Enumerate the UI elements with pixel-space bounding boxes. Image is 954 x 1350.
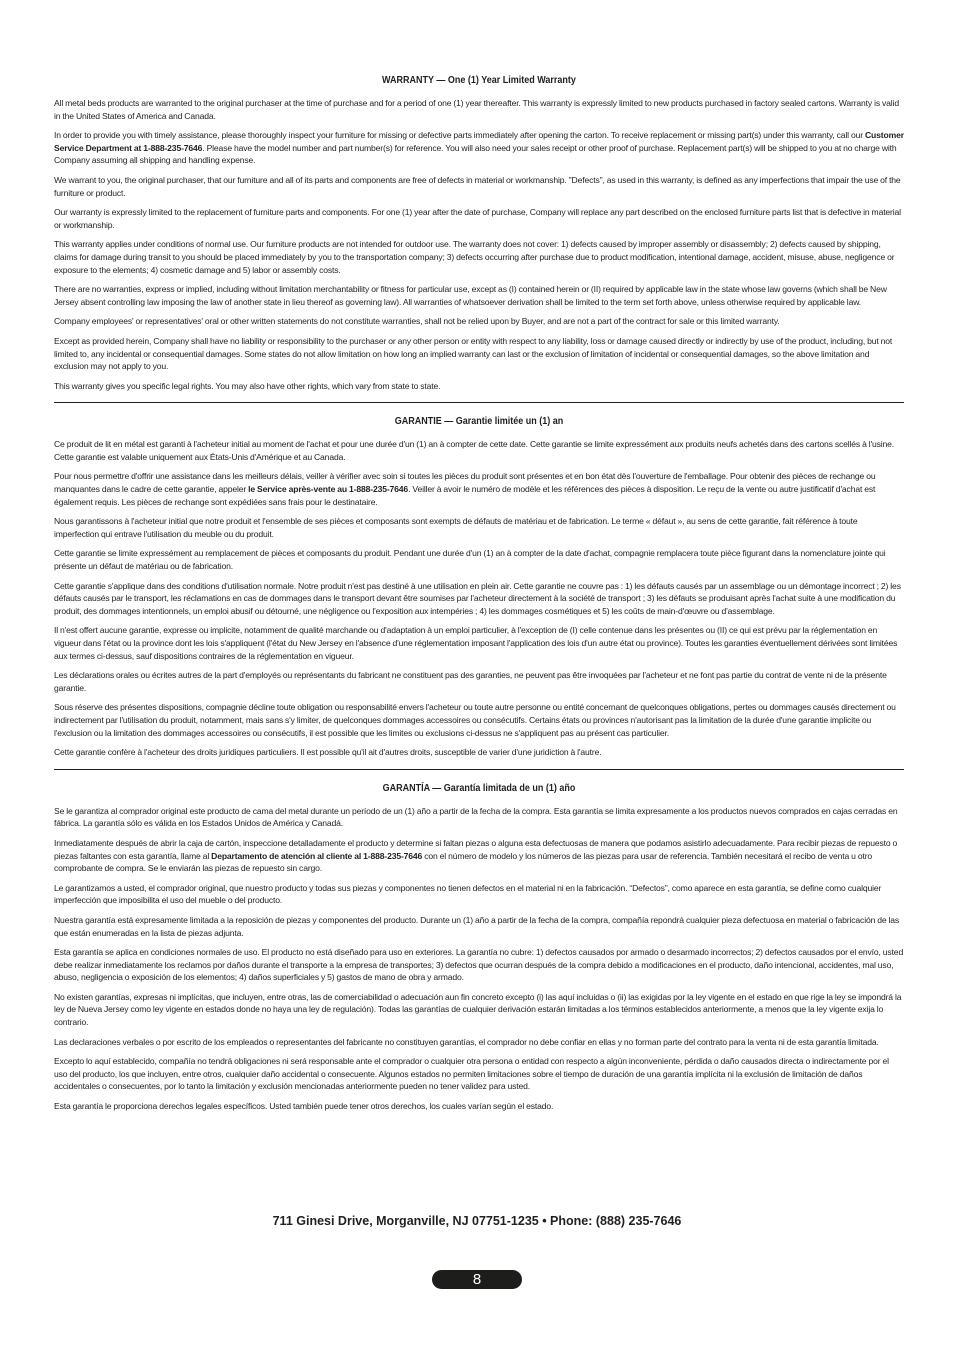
paragraph: Cette garantie s'applique dans des conditions d'utilisation normale. Notre produit n'est pas destiné à une utilisation en plein air. Cette garantie ne couvre pas : 1) les défauts causés par un assemblage ou un démontage incorrect ; 2) les défauts causés par le transport, les réclamations en cas de dommages dans le transport devant être soumises par l'acheteur directement à la société de transport ; 3) les défauts se produisant après l'achat suite à une modification du produit, des dommages intentionnels, un emploi abusif ou détourné, une négligence ou l'exposition aux intempéries ; 4) les dommages cosmétiques et 5) les coûts de main-d'œuvre ou d'assemblage. xyxy=(54,580,901,616)
paragraph: This warranty applies under conditions of normal use. Our furniture products are not intended for outdoor use. The warranty does not cover: 1) defects caused by improper assembly or disassembly; 2) defects caused by shipping, claims for damage during transit to you should be placed immediately by you to the transportation company; 3) defects occurring after purchase due to product modification, intentional damage, accident, misuse, abuse, negligence or exposure to the elements; 4) cosmetic damage and 5) labor or assembly costs. xyxy=(54,239,895,275)
section-divider xyxy=(54,402,904,403)
warranty-section-english xyxy=(54,74,904,392)
paragraph: There are no warranties, express or implied, including without limitation merchantability or fitness for particular use, except as (I) contained herein or (II) required by applicable law in the state whose law governs (which shall be New Jersey absent controlling law imposing the law of another state in lieu thereof as governing law). All warranties of whatsoever derivation shall be limited to the term set forth above, unless otherwise required by applicable law. xyxy=(54,284,887,307)
paragraph: Esta garantía le proporciona derechos legales específicos. Usted también puede tener otros derechos, los cuales varían según el estado. xyxy=(54,1101,554,1112)
paragraph: We warrant to you, the original purchaser, that our furniture and all of its parts and components are free of defects in material or workmanship. "Defects", as used in this warranty, is defined as any imperfections that impair the use of the furniture or product. xyxy=(54,174,901,198)
paragraph: In order to provide you with timely assistance, please thoroughly inspect your furniture for missing or defective parts immediately after opening the carton. To receive replacement or missing part(s) under this warranty, call our Customer Service Department at 1-888-235-7646. Please have the model number and part number(s) for reference. You will also need your sales receipt or other proof of purchase. Replacement part(s) will be shipped to you at no charge with Company assuming all shipping and handling expense. xyxy=(54,130,904,166)
page-number: 8 xyxy=(432,1270,522,1289)
paragraph: Il n'est offert aucune garantie, expresse ou implicite, notamment de qualité marchande ou d'adaptation à un emploi particulier, à l'exception de (I) celle contenue dans les présentes ou (II) ce qui est prévu par la réglementation en vigueur dans l'état ou la province dont les lois s'appliquent (l'état du New Jersey en l'absence d'une réglementation imposant l'application des lois d'un autre état ou province). Toutes les garanties éventuellement dérivées sont limitées aux termes ci-dessus, sauf dispositions contraires de la réglementation en vigueur. xyxy=(54,625,898,661)
paragraph: No existen garantías, expresas ni implícitas, que incluyen, entre otras, las de comerciabilidad o adecuación aun fin concreto excepto (i) las aquí incluidas o (ii) las exigidas por la ley vigente en el estado en que rige la ley se impondrá la ley de Nueva Jersey como ley vigente en estados donde no haya una ley de regulación). Todas las garantías de cualquier derivación estarán limitadas a los términos establecidos anteriormente, a menos que la ley vigente exija lo contrario. xyxy=(54,991,902,1028)
warranty-section-french xyxy=(54,415,904,758)
paragraph: Inmediatamente después de abrir la caja de cartón, inspeccione detalladamente el producto y determine si faltan piezas o alguna esta defectuosas de manera que podamos asistirlo adecuadamente. Para recibir piezas de repuesto o piezas faltantes con esta garantía, llame al Departamento de atención al cliente al 1-888-235-7646 con el número de modelo y los números de las piezas para usar de referencia. También necesitará el recibo de venta u otro comprobante de compra. Se le enviarán las piezas de repuesto sin cargo. xyxy=(54,837,898,874)
paragraph: Except as provided herein, Company shall have no liability or responsibility to the purchaser or any other person or entity with respect to any liability, loss or damage caused directly or indirectly by use of the product, including, but not limited to, any incidental or consequential damages. Some states do not allow limitation on how long an implied warranty can last or the exclusion of limitation of incidental or consequential damages, so the above limitation and exclusion may not apply to you. xyxy=(54,335,893,372)
section-title: WARRANTY — One (1) Year Limited Warranty xyxy=(382,75,576,86)
customer-service-phone: Customer Service Department at 1-888-235-7646 xyxy=(54,130,904,153)
warranty-document xyxy=(54,74,904,1120)
warranty-section-spanish xyxy=(54,782,904,1113)
section-title: GARANTÍA — Garantía limitada de un (1) año xyxy=(382,782,576,794)
paragraph: Nous garantissons à l'acheteur initial que notre produit et l'ensemble de ses pièces et composants sont exempts de défauts de matériau et de fabrication. Le terme « défaut », au sens de cette garantie, fait référence à toute imperfection qui entrave l'utilisation du meuble ou du produit. xyxy=(54,516,858,539)
paragraph: Excepto lo aquí establecido, compañía no tendrá obligaciones ni será responsable ante el comprador o cualquier otra persona o entidad con respecto a algún inconveniente, pérdida o daño causados directa o indirectamente por el uso del producto, los que incluyen, entre otros, cualquier daño accidental o consecuente. Algunos estados no permiten limitaciones sobre el tiempo de duración de una garantía implícita ni la exclusión de limitación de daños accidentales o consecuentes, por lo tanto la limitación y exclusión mencionadas anteriormente pueden no tener validez para usted. xyxy=(54,1056,889,1092)
paragraph: Pour nous permettre d'offrir une assistance dans les meilleurs délais, veiller à vérifier avec soin si toutes les pièces du produit sont présentes et en bon état dès l'ouverture de l'emballage. Pour obtenir des pièces de rechange ou manquantes dans le cadre de cette garantie, appeler le Service après-vente au 1-888-235-7646. Veiller à avoir le numéro de modèle et les références des pièces à disposition. Le reçu de la vente ou autre justificatif d'achat est également requis. Les pièces de rechange sont expédiées sans frais pour le destinataire. xyxy=(54,471,876,507)
paragraph: Sous réserve des présentes dispositions, compagnie décline toute obligation ou responsabilité envers l'acheteur ou toute autre personne ou entité concernant de quelconques obligations, pertes ou dommages causés directement ou indirectement par l'utilisation du produit, notamment, mais sans s'y limiter, de quelconques dommages accessoires ou consécutifs. Certains états ou provinces n'autorisant pas la limitation de la durée d'une garantie implicite ou l'exclusion ou la limitation des dommages accessoires ou consécutifs, il est possible que les limites ou exclusions ci-dessus ne s'appliquent pas au présent cas particulier. xyxy=(54,702,896,738)
footer-address: 711 Ginesi Drive, Morganville, NJ 07751-1235 • Phone: (888) 235-7646 xyxy=(272,1214,682,1228)
paragraph: Les déclarations orales ou écrites autres de la part d'employés ou représentants du fabricant ne constituent pas des garanties, ne peuvent pas être invoquées par l'acheteur et ne font pas partie du contrat de vente ni de la présente garantie. xyxy=(54,670,887,693)
section-divider xyxy=(54,769,904,770)
paragraph: Company employees' or representatives' oral or other written statements do not constitute warranties, shall not be relied upon by Buyer, and are not a part of the contract for sale or this limited warranty. xyxy=(54,316,780,327)
paragraph: Le garantizamos a usted, el comprador original, que nuestro producto y todas sus piezas y componentes no tienen defectos en el material ni en la fabricación. “Defectos”, como aparece en esta garantía, se define como cualquier imperfección que imposibilita el uso del mueble o del producto. xyxy=(54,882,882,906)
paragraph: Cette garantie se limite expressément au remplacement de pièces et composants du produit. Pendant une durée d'un (1) an à compter de la date d'achat, compagnie remplacera toute pièce figurant dans la nomenclature jointe qui présente un défaut de matériau ou de fabrication. xyxy=(54,548,886,572)
paragraph: All metal beds products are warranted to the original purchaser at the time of purchase and for a period of one (1) year thereafter. This warranty is expressly limited to new products purchased in factory sealed cartons. Warranty is valid in the United States of America and Canada. xyxy=(54,98,899,121)
paragraph: Ce produit de lit en métal est garanti à l'acheteur initial au moment de l'achat et pour une durée d'un (1) an à compter de cette date. Cette garantie se limite expressément aux produits neufs achetés dans des cartons scellés à l'usine. Cette garantie est valable uniquement aux États-Unis d'Amérique et au Canada. xyxy=(54,439,895,462)
customer-service-phone: le Service après-vente au 1-888-235-7646 xyxy=(248,484,409,495)
customer-service-phone: Departamento de atención al cliente al 1-888-235-7646 xyxy=(211,850,423,861)
paragraph: Las declaraciones verbales o por escrito de los empleados o representantes del fabricante no constituyen garantías, el comprador no debe confiar en ellas y no forman parte del contrato para la venta ni de esta garantía limitada. xyxy=(54,1036,879,1047)
paragraph: Our warranty is expressly limited to the replacement of furniture parts and components. For one (1) year after the date of purchase, Company will replace any part described on the enclosed furniture parts list that is defective in material or workmanship. xyxy=(54,207,901,230)
paragraph: Nuestra garantía está expresamente limitada a la reposición de piezas y componentes del producto. Durante un (1) año a partir de la fecha de la compra, compañía repondrá cualquier pieza defectuosa en material o fabricación de las que están enumeradas en la lista de piezas adjunta. xyxy=(54,914,900,938)
paragraph: Se le garantiza al comprador original este producto de cama del metal durante un período de un (1) año a partir de la fecha de la compra. Esta garantía se limita expresamente a los productos nuevos comprados en cajas cerradas en fábrica. La garantía sólo es válida en los Estados Unidos de América y Canadá. xyxy=(54,805,898,829)
paragraph: Cette garantie confère à l'acheteur des droits juridiques particuliers. Il est possible qu'il ait d'autres droits, susceptible de varier d'une juridiction à l'autre. xyxy=(54,747,602,758)
section-title: GARANTIE — Garantie limitée un (1) an xyxy=(394,416,564,428)
paragraph: This warranty gives you specific legal rights. You may also have other rights, which vary from state to state. xyxy=(54,380,441,391)
paragraph: Esta garantía se aplica en condiciones normales de uso. El producto no está diseñado para uso en exteriores. La garantía no cubre: 1) defectos causados por armado o desarmado incorrectos; 2) defectos causados por el envío, usted debe realizar inmediatamente los reclamos por daños durante el transporte a la empresa de transportes; 3) defectos que ocurran después de la compra debido a modificaciones en el producto, daño intencional, accidentes, mal uso, abuso, negligencia o exposición de los elementos; 4) daños superficiales y 5) gastos de mano de obra y armado. xyxy=(54,947,904,983)
